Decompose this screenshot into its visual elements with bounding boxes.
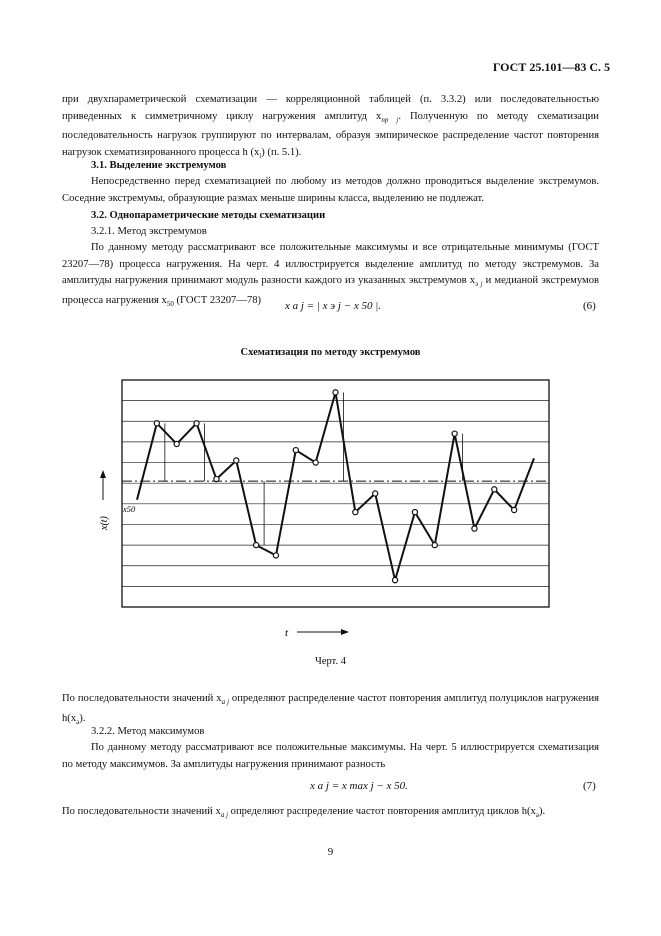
extremum-point (333, 390, 338, 395)
amplitude-arrows (165, 392, 463, 545)
section-3-2-heading: 3.2. Однопараметрические методы схематизации (91, 210, 326, 221)
extremum-point (254, 542, 259, 547)
chart-title: Схематизация по методу экстремумов (240, 347, 421, 358)
page-header: ГОСТ 25.101—83 С. 5 (492, 60, 610, 74)
y-axis-arrowhead (100, 470, 106, 478)
extremum-point (373, 491, 378, 496)
extremum-point (412, 509, 417, 514)
formula-7: x a j = x max j − x 50. (310, 780, 408, 792)
extremum-point (392, 578, 397, 583)
extremum-point (512, 507, 517, 512)
equation-number-6: (6) (583, 300, 596, 312)
extremum-point (432, 542, 437, 547)
page-number: 9 (327, 846, 334, 858)
extremum-point (313, 460, 318, 465)
paragraph-3: По данному методу рассматривают все положительные максимумы и все отрицательные минимумы (ГОСТ 23207—78) процесса нагружения. На черт. 4 иллюстрируется выделение амплитуд по методу экстремумов. За амплитуды нагружения принимают модуль разности каждого из указанных экстремумов $x_{э j}$ и медианой экстремумов процесса нагружения $x_{50}$ (ГОСТ 23207—78) (62, 242, 600, 308)
extremum-point (154, 421, 159, 426)
extremum-point (492, 487, 497, 492)
extremum-point (194, 421, 199, 426)
extremum-point (293, 448, 298, 453)
y-axis-label: x(t) (99, 516, 110, 530)
extremum-point (273, 553, 278, 558)
extremum-point (174, 441, 179, 446)
paragraph-1: при двухпараметрической схематизации — корреляционной таблицей (п. 3.3.2) или последовательностью приведенных к симметричному циклу нагружения амплитуд $x_{пр j}$. Полученную по методу схематизации последовательность нагрузок группируют по интервалам, образуя эмпирическое распределение частот повторения нагрузок схематизированного процесса h $(x_i)$ (п. 5.1). (62, 94, 599, 160)
x-axis-label: t (285, 627, 289, 639)
x-axis-arrowhead (341, 629, 349, 635)
section-3-2-1-heading: 3.2.1. Метод экстремумов (91, 226, 207, 237)
paragraph-2: Непосредственно перед схематизацией по любому из методов должно проводиться выделение экстремумов. Соседние экстремумы, образующие размах меньше ширины класса, выделению не подлежат. (62, 176, 599, 204)
extremum-point (214, 476, 219, 481)
median-label: x50 (123, 504, 136, 514)
paragraph-6: По последовательности значений $x_{a j}$ определяют распределение частот повторения амплитуд циклов $h(x_a)$. (62, 806, 546, 820)
formula-6: x a j = | x э j − x 50 |. (285, 300, 382, 312)
extremum-point (472, 526, 477, 531)
chart-frame (122, 380, 549, 607)
paragraph-5: По данному методу рассматривают все положительные максимумы. На черт. 5 иллюстрируется схематизация по методу максимумов. За амплитуды нагружения принимают разность (62, 742, 599, 770)
extrema-points (154, 390, 517, 583)
section-3-2-2-heading: 3.2.2. Метод максимумов (91, 726, 205, 737)
chart-caption: Черт. 4 (315, 656, 346, 667)
section-3-1-heading: 3.1. Выделение экстремумов (91, 160, 227, 171)
equation-number-7: (7) (583, 780, 596, 792)
paragraph-4: По последовательности значений $x_{a j}$ определяют распределение частот повторения амплитуд полуциклов нагружения $h(x_a)$. (62, 693, 599, 726)
extremum-point (353, 509, 358, 514)
extremum-chart (95, 370, 575, 645)
extremum-point (234, 458, 239, 463)
chart-grid (122, 401, 549, 587)
extremum-point (452, 431, 457, 436)
